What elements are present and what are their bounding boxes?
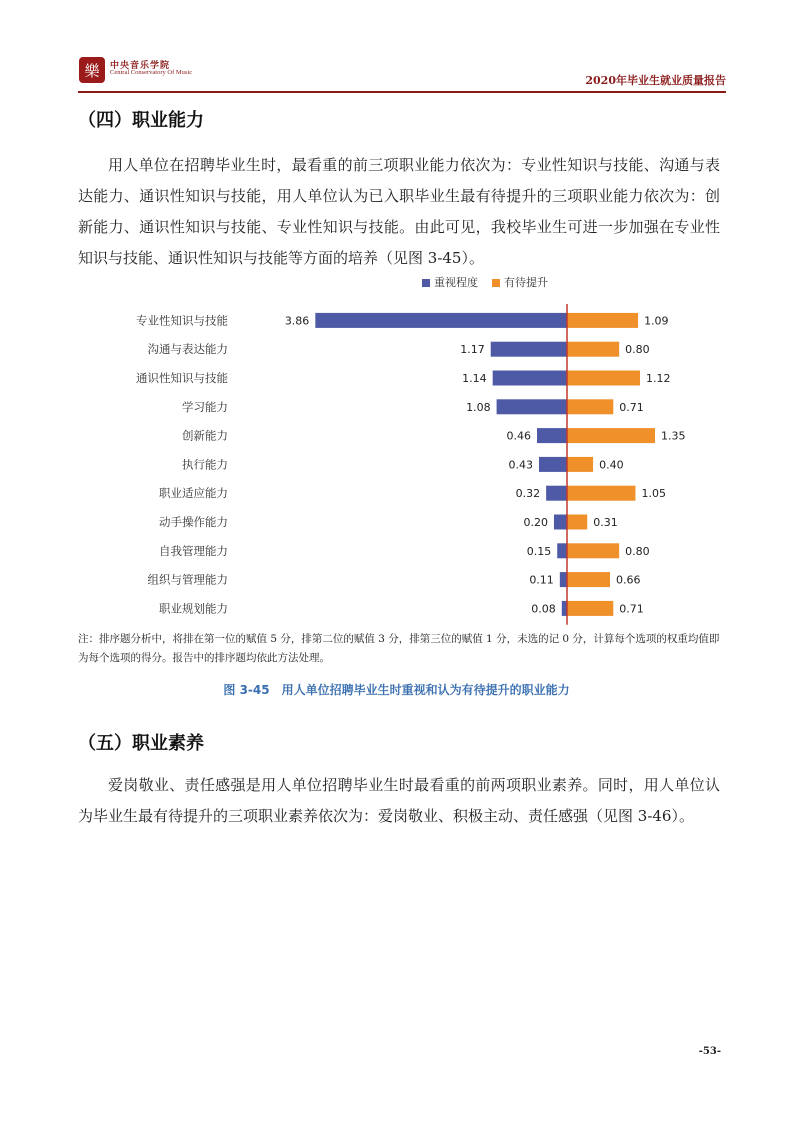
category-label: 专业性知识与技能 bbox=[136, 313, 228, 328]
chart-note: 注：排序题分析中，将排在第一位的赋值 5 分，排第二位的赋值 3 分，排第三位的赋值 1 分，未选的记 0 分，计算每个选项的权重均值即为每个选项的得分。报告中的排序题均依此方法处理。 bbox=[78, 633, 720, 664]
category-label: 自我管理能力 bbox=[159, 543, 228, 558]
category-label: 职业适应能力 bbox=[159, 486, 228, 501]
value-label-improvement: 0.80 bbox=[625, 343, 650, 357]
value-label-importance: 0.43 bbox=[508, 458, 533, 472]
conservatory-logo-icon bbox=[78, 56, 106, 84]
category-label: 组织与管理能力 bbox=[147, 572, 228, 587]
value-label-importance: 0.11 bbox=[529, 573, 554, 587]
bar-improvement bbox=[567, 543, 619, 558]
value-label-improvement: 0.71 bbox=[619, 602, 644, 616]
page-header bbox=[78, 52, 726, 92]
section-paragraph-professional-quality: 爱岗敬业、责任感强是用人单位招聘毕业生时最看重的前两项职业素养。同时，用人单位认为毕业生最有待提升的三项职业素养依次为：爱岗敬业、积极主动、责任感强（见图 3-46）。 bbox=[78, 776, 720, 825]
category-label: 学习能力 bbox=[182, 399, 228, 414]
bar-importance bbox=[562, 601, 567, 616]
value-label-improvement: 0.31 bbox=[593, 516, 618, 529]
bar-improvement bbox=[567, 371, 640, 386]
bar-importance bbox=[560, 572, 567, 587]
category-label: 职业规划能力 bbox=[159, 601, 228, 616]
logo-chinese-name: 中央音乐学院 bbox=[110, 61, 171, 71]
bar-improvement bbox=[567, 601, 613, 616]
category-label: 创新能力 bbox=[182, 428, 228, 443]
ability-chart bbox=[70, 270, 730, 630]
logo-english-name: Central Conservatory Of Music bbox=[110, 69, 193, 76]
legend-swatch-2 bbox=[492, 279, 500, 287]
section-heading-career-ability: （四）职业能力 bbox=[78, 110, 204, 131]
category-label: 动手操作能力 bbox=[159, 515, 228, 529]
category-label: 执行能力 bbox=[182, 457, 228, 472]
bar-importance bbox=[539, 457, 567, 472]
category-label: 通识性知识与技能 bbox=[136, 371, 228, 385]
value-label-importance: 0.46 bbox=[506, 429, 532, 443]
category-label: 沟通与表达能力 bbox=[147, 342, 228, 357]
value-label-importance: 0.15 bbox=[526, 544, 552, 558]
bar-improvement bbox=[567, 457, 593, 472]
svg-text:樂: 樂 bbox=[84, 62, 100, 80]
bar-importance bbox=[497, 399, 567, 414]
section-heading-professional-quality: （五）职业素养 bbox=[78, 733, 204, 754]
value-label-improvement: 0.40 bbox=[599, 458, 624, 472]
header-divider bbox=[78, 91, 726, 93]
bar-improvement bbox=[567, 399, 613, 414]
bar-importance bbox=[554, 515, 567, 530]
bar-importance bbox=[315, 313, 567, 328]
bar-importance bbox=[557, 543, 567, 558]
bar-importance bbox=[546, 486, 567, 501]
bar-improvement bbox=[567, 428, 655, 443]
legend-label-2: 有待提升 bbox=[504, 276, 548, 289]
value-label-improvement: 1.09 bbox=[644, 314, 669, 328]
value-label-importance: 1.08 bbox=[466, 400, 491, 414]
bar-importance bbox=[537, 428, 567, 443]
value-label-improvement: 0.71 bbox=[619, 400, 644, 414]
bar-improvement bbox=[567, 313, 638, 328]
value-label-importance: 1.14 bbox=[462, 372, 487, 385]
value-label-importance: 0.32 bbox=[515, 487, 541, 501]
section-paragraph-career-ability: 用人单位在招聘毕业生时，最看重的前三项职业能力依次为：专业性知识与技能、沟通与表达能力、通识性知识与技能，用人单位认为已入职毕业生最有待提升的三项职业能力依次为：创新能力、通识性知识与技能、专业性知识与技能。由此可见，我校毕业生可进一步加强在专业性知识与技能、通识性知识与技能等方面的培养（见图 3-45）。 bbox=[78, 156, 720, 267]
bar-importance bbox=[493, 371, 567, 386]
chart-canvas bbox=[70, 270, 730, 630]
value-label-improvement: 1.35 bbox=[661, 429, 686, 443]
value-label-importance: 1.17 bbox=[460, 343, 485, 357]
value-label-improvement: 0.66 bbox=[616, 573, 641, 587]
value-label-importance: 0.20 bbox=[523, 516, 548, 529]
bar-improvement bbox=[567, 572, 610, 587]
value-label-improvement: 1.12 bbox=[646, 372, 671, 385]
value-label-improvement: 1.05 bbox=[641, 487, 666, 501]
page-number: -53- bbox=[698, 1046, 721, 1057]
bar-improvement bbox=[567, 486, 635, 501]
value-label-importance: 3.86 bbox=[284, 314, 310, 328]
bar-importance bbox=[491, 342, 567, 357]
value-label-improvement: 0.80 bbox=[625, 544, 650, 558]
legend-label-1: 重视程度 bbox=[434, 276, 478, 289]
report-title: 2020年毕业生就业质量报告 bbox=[585, 74, 726, 87]
bar-improvement bbox=[567, 515, 587, 530]
figure-caption: 图 3-45 用人单位招聘毕业生时重视和认为有待提升的职业能力 bbox=[223, 683, 570, 697]
value-label-importance: 0.08 bbox=[531, 602, 556, 616]
legend-swatch-1 bbox=[422, 279, 430, 287]
bar-improvement bbox=[567, 342, 619, 357]
